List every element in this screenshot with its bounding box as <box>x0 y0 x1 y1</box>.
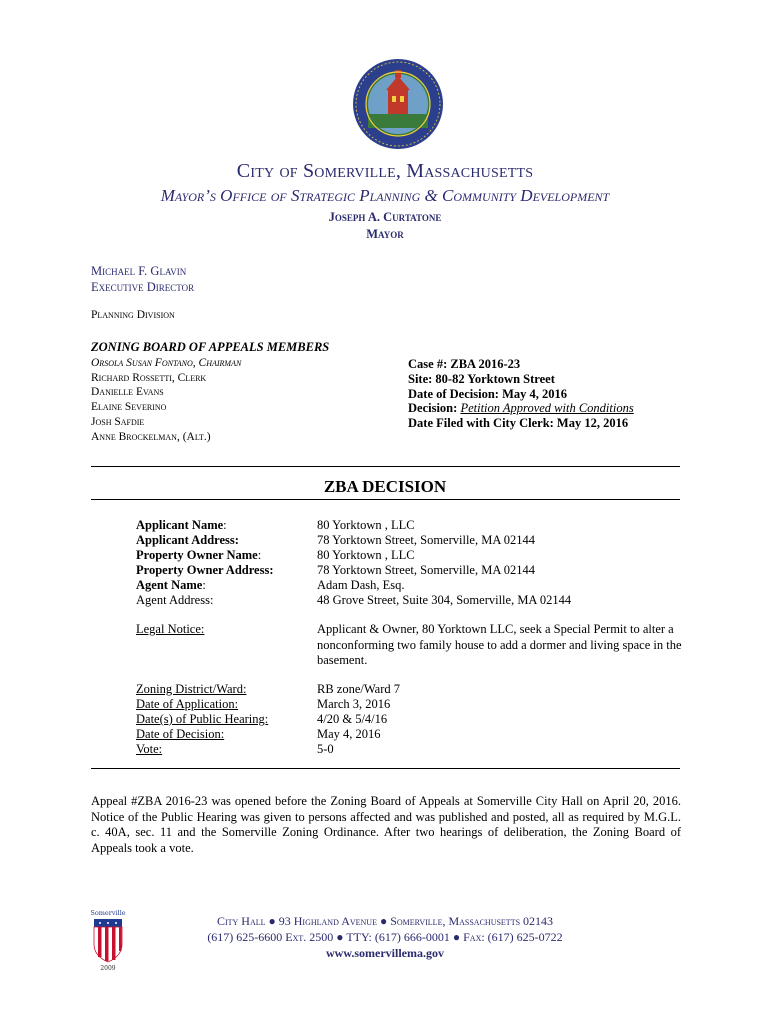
agent-address-label: Agent Address: <box>136 593 214 607</box>
owner-name-label: Property Owner Name: <box>136 548 262 562</box>
owner-name-value: 80 Yorktown , LLC <box>317 548 415 562</box>
applicant-name-value: 80 Yorktown , LLC <box>317 518 415 532</box>
case-info <box>408 357 634 431</box>
decision-title: ZBA DECISION <box>323 477 447 496</box>
board-member: Richard Rossetti, Clerk <box>91 371 207 384</box>
svg-text:Somerville: Somerville <box>90 909 126 917</box>
footer-website-link[interactable]: www.somervillema.gov <box>326 946 444 960</box>
board-member: Anne Brockelman, (Alt.) <box>91 430 211 443</box>
owner-address-label: Property Owner Address: <box>136 563 274 577</box>
zoning-value: RB zone/Ward 7 <box>317 682 401 696</box>
city-title: City of Somerville, Massachusetts <box>236 160 534 182</box>
hearing-paragraph: Appeal #ZBA 2016-23 was opened before the Zoning Board of Appeals at Somerville City Hall on April 20, 2016. Notice of the Public Hearing was given to persons affected and was published and posted, all as required by M.G.L. c. 40A, sec. 11 and the Somerville Zoning Ordinance. After two hearings of deliberation, the Zoning Board of Appeals took a vote. <box>91 794 681 855</box>
case-decision-label: Decision: <box>408 401 461 416</box>
case-decision-value: Petition Approved with Conditions <box>460 401 634 416</box>
decision-date-label: Date of Decision: <box>136 727 225 741</box>
office-title: Mayor’s Office of Strategic Planning & Community Development <box>160 186 610 205</box>
divider-top <box>91 466 680 467</box>
city-seal-logo <box>352 58 444 150</box>
board-heading: ZONING BOARD OF APPEALS MEMBERS <box>91 340 330 354</box>
hearing-date-value: 4/20 & 5/4/16 <box>317 712 388 726</box>
footer-address: City Hall ● 93 Highland Avenue ● Somerville, Massachusetts 02143 <box>216 914 554 928</box>
application-date-value: March 3, 2016 <box>317 697 391 711</box>
decision-date-value: May 4, 2016 <box>317 727 381 741</box>
zoning-label: Zoning District/Ward: <box>136 682 247 696</box>
agent-name-label: Agent Name: <box>136 578 206 592</box>
board-member: Orsola Susan Fontano, Chairman <box>91 357 242 369</box>
vote-value: 5-0 <box>317 742 334 756</box>
division-name: Planning Division <box>91 309 175 321</box>
case-filed-date: Date Filed with City Clerk: May 12, 2016 <box>408 416 629 431</box>
applicant-name-label: Applicant Name: <box>136 518 227 532</box>
case-decision-date: Date of Decision: May 4, 2016 <box>408 386 567 401</box>
mayor-title: Mayor <box>366 227 404 241</box>
case-site: Site: 80-82 Yorktown Street <box>408 371 555 386</box>
applicant-address-value: 78 Yorktown Street, Somerville, MA 02144 <box>317 533 536 547</box>
owner-address-value: 78 Yorktown Street, Somerville, MA 02144 <box>317 563 536 577</box>
mayor-name: Joseph A. Curtatone <box>328 210 442 224</box>
agent-name-value: Adam Dash, Esq. <box>317 578 405 592</box>
board-member: Danielle Evans <box>91 386 164 399</box>
case-number: Case #: ZBA 2016-23 <box>408 357 521 371</box>
vote-label: Vote: <box>136 742 163 756</box>
director-title: Executive Director <box>91 280 195 294</box>
agent-address-value: 48 Grove Street, Suite 304, Somerville, MA 02144 <box>317 593 572 607</box>
applicant-address-label: Applicant Address: <box>136 533 239 547</box>
board-members-list <box>91 356 241 444</box>
legal-notice-label: Legal Notice: <box>136 622 205 636</box>
application-date-label: Date of Application: <box>136 697 239 711</box>
footer-phones: (617) 625-6600 Ext. 2500 ● TTY: (617) 666-0001 ● Fax: (617) 625-0722 <box>207 930 563 944</box>
board-member: Josh Safdie <box>91 415 145 428</box>
legal-notice-text: Applicant & Owner, 80 Yorktown LLC, seek a Special Permit to alter a nonconforming two family house to add a dormer and living space in the basement. <box>317 622 682 667</box>
hearing-date-label: Date(s) of Public Hearing: <box>136 712 269 726</box>
svg-text:2009: 2009 <box>100 965 116 972</box>
case-decision <box>408 401 634 416</box>
director-name: Michael F. Glavin <box>91 264 187 278</box>
divider-title <box>91 499 680 500</box>
divider-bottom <box>91 768 680 769</box>
board-member: Elaine Severino <box>91 401 167 414</box>
